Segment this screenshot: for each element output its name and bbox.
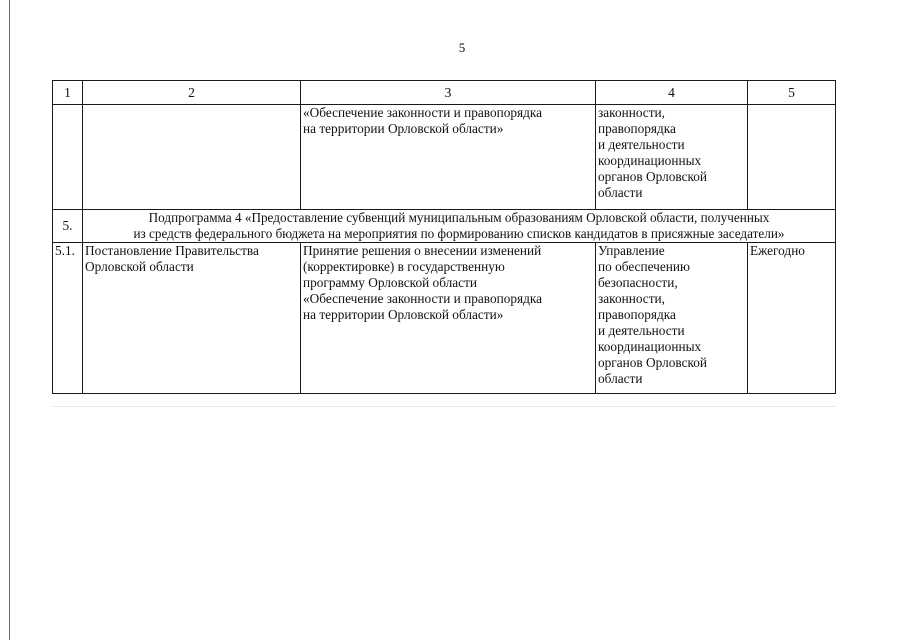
cell-responsible: Управление по обеспечению безопасности, законности, правопорядка и деятельности координационных органов Орловской области (596, 243, 748, 394)
document-table (52, 80, 836, 394)
header-col-1: 1 (53, 81, 83, 105)
header-col-3: 3 (301, 81, 596, 105)
table-row (53, 243, 836, 394)
cell-action: «Обеспечение законности и правопорядка на территории Орловской области» (301, 105, 596, 210)
cell-number: 5.1. (53, 243, 83, 394)
header-col-2: 2 (83, 81, 301, 105)
header-col-5: 5 (748, 81, 836, 105)
cell-document (83, 105, 301, 210)
cell-period (748, 105, 836, 210)
scan-artifact-line (52, 406, 835, 408)
cell-period: Ежегодно (748, 243, 836, 394)
header-col-4: 4 (596, 81, 748, 105)
subprogram-number: 5. (53, 210, 83, 243)
cell-number (53, 105, 83, 210)
cell-document: Постановление Правительства Орловской области (83, 243, 301, 394)
table-row-continuation (53, 105, 836, 210)
cell-responsible: законности, правопорядка и деятельности координационных органов Орловской области (596, 105, 748, 210)
page-left-edge-line (9, 0, 10, 640)
table-header-row (53, 81, 836, 105)
cell-action: Принятие решения о внесении изменений (корректировке) в государственную программу Орловской области «Обеспечение законности и правопорядка на территории Орловской области» (301, 243, 596, 394)
page-number: 5 (458, 40, 466, 55)
subprogram-row (53, 210, 836, 243)
subprogram-title: Подпрограмма 4 «Предоставление субвенций муниципальным образованиям Орловской области, полученных из средств федерального бюджета на мероприятия по формированию списков кандидатов в присяжные заседатели» (83, 210, 836, 243)
